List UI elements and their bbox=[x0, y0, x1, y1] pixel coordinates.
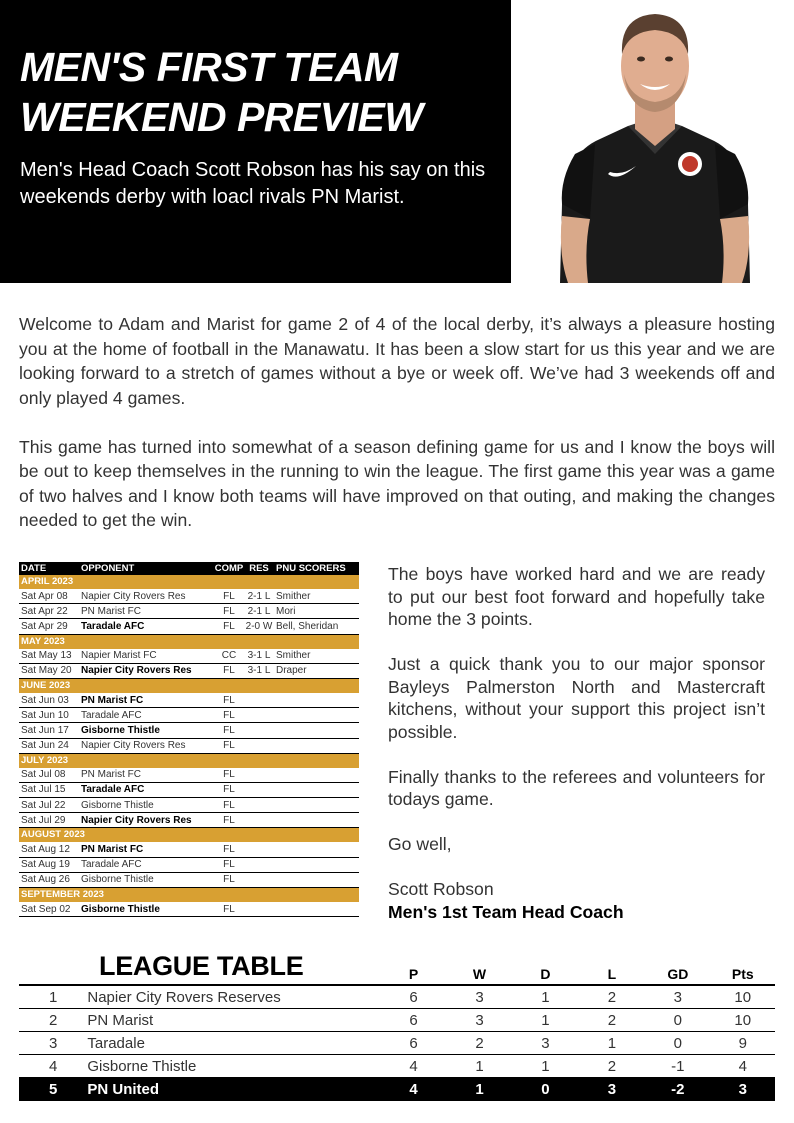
header bbox=[0, 0, 794, 283]
fixture-date: Sat Apr 08 bbox=[21, 590, 68, 602]
fixture-row bbox=[19, 619, 359, 634]
league-header bbox=[19, 966, 775, 986]
league-row bbox=[19, 1078, 775, 1101]
month-header: JULY 2023 bbox=[19, 754, 359, 768]
fixture-scorers: Mori bbox=[276, 605, 296, 617]
fixtures-body bbox=[19, 575, 359, 917]
fixture-comp: CC bbox=[221, 650, 237, 662]
month-header: SEPTEMBER 2023 bbox=[19, 888, 359, 902]
team-drawn: 1 bbox=[541, 1011, 550, 1029]
fixture-comp: FL bbox=[223, 799, 235, 811]
fixture-date: Sat Apr 22 bbox=[21, 605, 68, 617]
fixture-row bbox=[19, 873, 359, 888]
message-sign-off: Go well, bbox=[388, 834, 452, 854]
team-won: 2 bbox=[475, 1034, 484, 1052]
fixture-row bbox=[19, 708, 359, 723]
header-played: P bbox=[408, 966, 419, 982]
league-table bbox=[19, 966, 775, 1101]
league-row bbox=[19, 986, 775, 1009]
team-lost: 2 bbox=[607, 1011, 617, 1029]
month-header: APRIL 2023 bbox=[19, 575, 359, 589]
fixture-comp: FL bbox=[223, 740, 235, 752]
header-res: RES bbox=[249, 563, 269, 574]
fixture-date: Sat May 13 bbox=[21, 650, 72, 662]
team-played: 6 bbox=[409, 1034, 418, 1052]
header-lost: L bbox=[607, 966, 617, 982]
header-won: W bbox=[472, 966, 487, 982]
fixture-opponent: PN Marist FC bbox=[81, 694, 144, 706]
fixture-opponent: Gisborne Thistle bbox=[81, 799, 154, 811]
fixture-opponent: Taradale AFC bbox=[81, 784, 145, 796]
team-won: 3 bbox=[475, 988, 484, 1006]
team-won: 1 bbox=[475, 1080, 484, 1098]
fixtures-header bbox=[19, 562, 359, 575]
team-won: 3 bbox=[475, 1011, 484, 1029]
fixture-row bbox=[19, 858, 359, 873]
fixture-date: Sat Jun 17 bbox=[21, 724, 69, 736]
fixture-row bbox=[19, 783, 359, 798]
team-goal-difference: -1 bbox=[671, 1057, 685, 1075]
coach-photo bbox=[540, 4, 770, 283]
fixture-date: Sat May 20 bbox=[21, 665, 72, 677]
team-lost: 3 bbox=[607, 1080, 617, 1098]
team-drawn: 1 bbox=[541, 1057, 550, 1075]
fixture-opponent: Gisborne Thistle bbox=[81, 903, 160, 915]
fixture-scorers: Bell, Sheridan bbox=[276, 620, 339, 632]
fixture-comp: FL bbox=[223, 874, 235, 886]
team-points: 4 bbox=[738, 1057, 747, 1075]
header-banner bbox=[0, 0, 511, 283]
fixture-comp: FL bbox=[223, 665, 235, 677]
team-points: 10 bbox=[734, 988, 752, 1006]
fixture-opponent: Gisborne Thistle bbox=[81, 724, 160, 736]
month-header: AUGUST 2023 bbox=[19, 828, 359, 842]
page-title bbox=[20, 42, 500, 142]
fixture-row bbox=[19, 842, 359, 857]
team-name: Taradale bbox=[87, 1034, 145, 1052]
team-name: PN Marist bbox=[87, 1011, 154, 1029]
fixture-comp: FL bbox=[223, 903, 235, 915]
fixture-comp: FL bbox=[223, 784, 235, 796]
fixture-comp: FL bbox=[223, 814, 235, 826]
fixture-date: Sat Jul 08 bbox=[21, 769, 66, 781]
fixture-opponent: Gisborne Thistle bbox=[81, 874, 154, 886]
message-paragraph-1: The boys have worked hard and we are ready to put our best foot forward and hopefully take home the 3 points. bbox=[388, 564, 765, 629]
signature-role: Men's 1st Team Head Coach bbox=[388, 901, 624, 922]
fixture-row bbox=[19, 723, 359, 738]
team-name: PN United bbox=[87, 1080, 160, 1098]
team-drawn: 3 bbox=[541, 1034, 550, 1052]
fixture-comp: FL bbox=[223, 769, 235, 781]
fixture-row bbox=[19, 649, 359, 664]
team-goal-difference: 0 bbox=[673, 1034, 682, 1052]
intro-paragraph-1: Welcome to Adam and Marist for game 2 of 4 of the local derby, it’s always a pleasure hosting you at the home of football in the Manawatu. It has been a slow start for us this year and we are looking forward to a stretch of games without a bye or week off. We’ve had 3 weekends off and only played 4 games. bbox=[19, 314, 775, 408]
month-header: MAY 2023 bbox=[19, 635, 359, 649]
fixture-row bbox=[19, 902, 359, 917]
fixture-date: Sat Jun 03 bbox=[21, 694, 69, 706]
fixture-row bbox=[19, 589, 359, 604]
fixture-row bbox=[19, 768, 359, 783]
fixture-scorers: Smither bbox=[276, 590, 311, 602]
month-header: JUNE 2023 bbox=[19, 679, 359, 693]
team-drawn: 1 bbox=[541, 988, 550, 1006]
team-drawn: 0 bbox=[541, 1080, 550, 1098]
fixture-comp: FL bbox=[223, 709, 235, 721]
fixture-row bbox=[19, 604, 359, 619]
intro-paragraph-2: This game has turned into somewhat of a season defining game for us and I know the boys will be out to keep themselves in the running to win the league. The first game this year was a game of two halves and I know both teams will have improved on that outing, and making the changes needed to get the win. bbox=[19, 436, 775, 530]
fixture-date: Sat Aug 12 bbox=[21, 844, 70, 856]
header-points: Pts bbox=[731, 966, 754, 982]
fixture-date: Sat Jul 29 bbox=[21, 814, 66, 826]
intro-text bbox=[19, 312, 775, 557]
fixture-row bbox=[19, 693, 359, 708]
team-position: 4 bbox=[49, 1057, 58, 1075]
fixture-result: 2-1 L bbox=[247, 605, 271, 617]
coach-message bbox=[388, 563, 765, 923]
fixture-opponent: Napier City Rovers Res bbox=[81, 590, 186, 602]
fixture-opponent: Taradale AFC bbox=[81, 859, 142, 871]
fixture-comp: FL bbox=[223, 620, 235, 632]
fixture-opponent: PN Marist FC bbox=[81, 844, 144, 856]
message-paragraph-2: Just a quick thank you to our major sponsor Bayleys Palmerston North and Mastercraft kitchens, without your support this project isn’t possible. bbox=[388, 654, 765, 742]
fixture-opponent: PN Marist FC bbox=[81, 769, 141, 781]
fixture-row bbox=[19, 664, 359, 679]
fixture-result: 3-1 L bbox=[247, 665, 271, 677]
team-position: 2 bbox=[49, 1011, 58, 1029]
team-name: Gisborne Thistle bbox=[87, 1057, 197, 1075]
league-row bbox=[19, 1055, 775, 1078]
fixture-comp: FL bbox=[223, 590, 235, 602]
fixture-result: 2-1 L bbox=[247, 590, 271, 602]
fixture-opponent: Napier City Rovers Res bbox=[81, 814, 192, 826]
team-goal-difference: 3 bbox=[673, 988, 682, 1006]
team-played: 4 bbox=[409, 1080, 418, 1098]
team-goal-difference: 0 bbox=[673, 1011, 682, 1029]
team-played: 6 bbox=[409, 1011, 418, 1029]
fixture-opponent: Taradale AFC bbox=[81, 620, 145, 632]
team-won: 1 bbox=[475, 1057, 484, 1075]
header-date: DATE bbox=[21, 563, 47, 574]
team-position: 3 bbox=[49, 1034, 58, 1052]
league-row bbox=[19, 1009, 775, 1032]
league-table-title: LEAGUE TABLE bbox=[99, 951, 304, 981]
fixture-row bbox=[19, 739, 359, 754]
fixture-comp: FL bbox=[223, 694, 235, 706]
fixture-scorers: Draper bbox=[276, 665, 307, 677]
fixture-date: Sat Aug 26 bbox=[21, 874, 70, 886]
message-paragraph-3: Finally thanks to the referees and volunteers for todays game. bbox=[388, 766, 765, 809]
header-scorers: PNU SCORERS bbox=[276, 563, 346, 574]
title-line-1: MEN'S FIRST TEAM bbox=[20, 44, 398, 90]
signature-name: Scott Robson bbox=[388, 879, 494, 899]
fixture-opponent: Napier Marist FC bbox=[81, 650, 157, 662]
fixture-date: Sat Jun 10 bbox=[21, 709, 69, 721]
fixture-date: Sat Jul 15 bbox=[21, 784, 66, 796]
fixture-date: Sat Jul 22 bbox=[21, 799, 66, 811]
team-played: 4 bbox=[409, 1057, 418, 1075]
fixture-row bbox=[19, 798, 359, 813]
team-lost: 1 bbox=[607, 1034, 617, 1052]
team-name: Napier City Rovers Reserves bbox=[87, 988, 281, 1006]
title-line-2: WEEKEND PREVIEW bbox=[20, 94, 423, 140]
fixture-comp: FL bbox=[223, 844, 235, 856]
header-comp: COMP bbox=[214, 563, 244, 574]
fixture-row bbox=[19, 813, 359, 828]
fixture-result: 3-1 L bbox=[247, 650, 271, 662]
team-goal-difference: -2 bbox=[671, 1080, 685, 1098]
fixture-opponent: Napier City Rovers Res bbox=[81, 740, 186, 752]
header-opponent: OPPONENT bbox=[81, 563, 135, 574]
team-position: 5 bbox=[49, 1080, 58, 1098]
fixture-date: Sat Sep 02 bbox=[21, 903, 71, 915]
fixture-date: Sat Apr 29 bbox=[21, 620, 68, 632]
fixture-date: Sat Aug 19 bbox=[21, 859, 70, 871]
fixture-scorers: Smither bbox=[276, 650, 311, 662]
header-goal-difference: GD bbox=[667, 966, 689, 982]
fixture-result: 2-0 W bbox=[245, 620, 273, 632]
fixture-opponent: PN Marist FC bbox=[81, 605, 141, 617]
fixture-comp: FL bbox=[223, 859, 235, 871]
team-points: 3 bbox=[738, 1080, 747, 1098]
page-subtitle: Men's Head Coach Scott Robson has his say on this weekends derby with loacl rivals PN Marist. bbox=[20, 159, 486, 208]
team-points: 10 bbox=[734, 1011, 752, 1029]
league-row bbox=[19, 1032, 775, 1055]
fixture-opponent: Napier City Rovers Res bbox=[81, 665, 192, 677]
team-lost: 2 bbox=[607, 988, 617, 1006]
team-played: 6 bbox=[409, 988, 418, 1006]
header-drawn: D bbox=[540, 966, 551, 982]
team-lost: 2 bbox=[607, 1057, 617, 1075]
league-body bbox=[19, 986, 775, 1101]
fixture-comp: FL bbox=[223, 605, 235, 617]
team-position: 1 bbox=[49, 988, 58, 1006]
team-points: 9 bbox=[738, 1034, 747, 1052]
fixture-comp: FL bbox=[223, 724, 235, 736]
fixture-date: Sat Jun 24 bbox=[21, 740, 69, 752]
fixture-opponent: Taradale AFC bbox=[81, 709, 142, 721]
fixtures-table bbox=[19, 562, 359, 917]
